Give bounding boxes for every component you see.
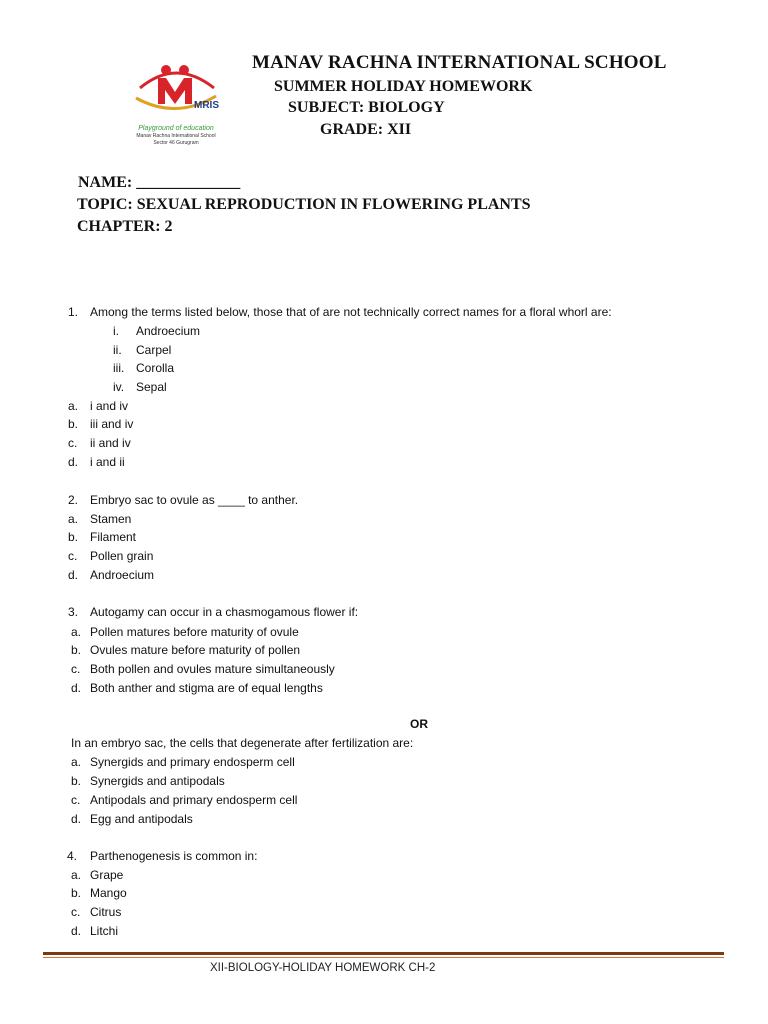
option-a: a. Synergids and primary endosperm cell — [71, 755, 295, 769]
option-a: a. Stamen — [68, 512, 132, 526]
option-d: d. i and ii — [68, 455, 125, 469]
question-2: 2. Embryo sac to ovule as ____ to anther. — [68, 493, 299, 507]
logo-caption-line2: Sector 46 Gurugram — [153, 140, 199, 146]
logo-caption-line1: Manav Rachna International School — [136, 133, 216, 139]
list-item: iv. Sepal — [113, 380, 167, 394]
option-a: a. i and iv — [68, 399, 129, 413]
option-c: c. Both pollen and ovules mature simultaneously — [71, 662, 335, 676]
list-item: i. Androecium — [113, 324, 201, 338]
list-item: ii. Carpel — [113, 343, 172, 357]
question-3-text: Autogamy can occur in a chasmogamous flower if: — [90, 605, 359, 619]
option-d: d. Litchi — [71, 924, 119, 938]
question-4-text: Parthenogenesis is common in: — [90, 849, 258, 863]
question-1: 1. Among the terms listed below, those that of are not technically correct names for a floral whorl are: — [68, 305, 612, 319]
option-a: a. Grape — [71, 868, 124, 882]
question-4: 4. Parthenogenesis is common in: — [67, 849, 258, 863]
option-d: d. Androecium — [68, 568, 155, 582]
logo-tagline: Playground of education — [138, 125, 214, 132]
logo-caption — [118, 125, 234, 147]
option-b: b. iii and iv — [68, 417, 134, 431]
option-a: a. Pollen matures before maturity of ovule — [71, 625, 299, 639]
option-b: b. Ovules mature before maturity of pollen — [71, 643, 301, 657]
option-b: b. Filament — [68, 530, 137, 544]
option-c: c. ii and iv — [68, 436, 131, 450]
homework-title: SUMMER HOLIDAY HOMEWORK — [274, 78, 533, 95]
footer-divider-thin — [43, 957, 724, 958]
mris-logo-icon — [122, 48, 230, 128]
option-c: c. Pollen grain — [68, 549, 154, 563]
question-3: 3. Autogamy can occur in a chasmogamous flower if: — [68, 605, 359, 619]
option-c: c. Antipodals and primary endosperm cell — [71, 793, 298, 807]
subject-label: SUBJECT: BIOLOGY — [288, 99, 445, 116]
option-b: b. Mango — [71, 886, 127, 900]
chapter-heading: CHAPTER: 2 — [77, 218, 173, 235]
question-2-text: Embryo sac to ovule as ____ to anther. — [90, 493, 299, 507]
footer-divider — [43, 952, 724, 955]
name-field: NAME: _____________ — [78, 174, 241, 191]
question-1-text: Among the terms listed below, those that of are not technically correct names for a floral whorl are: — [90, 305, 612, 319]
or-separator: OR — [410, 717, 428, 731]
list-item: iii. Corolla — [113, 361, 175, 375]
option-c: c. Citrus — [71, 905, 122, 919]
question-3-alt-text: In an embryo sac, the cells that degenerate after fertilization are: — [71, 736, 414, 750]
school-name: MANAV RACHNA INTERNATIONAL SCHOOL — [252, 52, 667, 73]
grade-label: GRADE: XII — [320, 121, 412, 138]
option-d: d. Egg and antipodals — [71, 812, 193, 826]
option-b: b. Synergids and antipodals — [71, 774, 225, 788]
topic-heading: TOPIC: SEXUAL REPRODUCTION IN FLOWERING PLANTS — [77, 196, 531, 213]
option-d: d. Both anther and stigma are of equal lengths — [71, 681, 323, 695]
logo-letters: MRIS — [194, 100, 219, 111]
page-footer: XII-BIOLOGY-HOLIDAY HOMEWORK CH-2 — [210, 962, 436, 974]
